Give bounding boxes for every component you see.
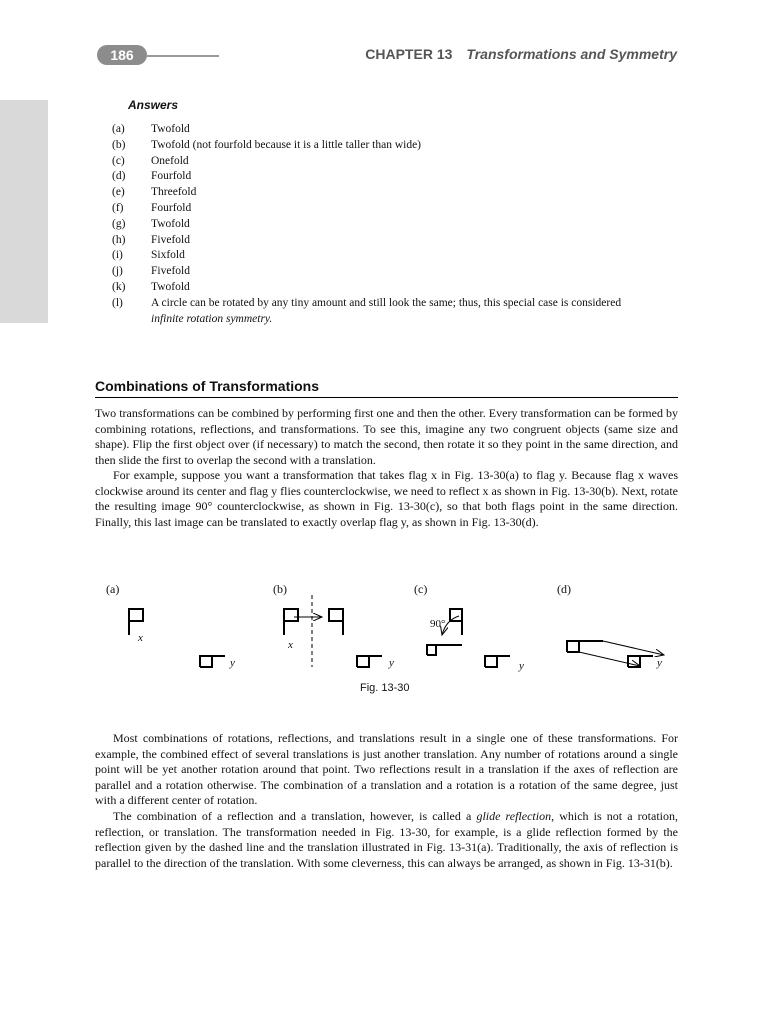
flag-y-c bbox=[485, 656, 510, 667]
figure-drawing bbox=[0, 575, 771, 685]
panel-label-c: (c) bbox=[414, 582, 428, 596]
answers-list bbox=[112, 122, 672, 327]
translation-arrow-top bbox=[603, 641, 664, 655]
figure-caption: Fig. 13-30 bbox=[360, 682, 410, 694]
label-y-b: y bbox=[389, 657, 394, 669]
answer-item: (f) Fourfold bbox=[112, 201, 192, 214]
running-header bbox=[365, 46, 677, 62]
chapter-number: CHAPTER 13 bbox=[365, 46, 453, 62]
panel-label-b: (b) bbox=[273, 582, 287, 596]
header-rule bbox=[146, 55, 219, 57]
margin-tab bbox=[0, 100, 48, 323]
answer-item: (g) Twofold bbox=[112, 217, 190, 230]
answer-item: (l) A circle can be rotated by any tiny amount and still look the same; thus, this special case is considered infinite rotation symmetry. bbox=[112, 296, 622, 325]
paragraph-3: Most combinations of rotations, reflections, and translations result in a single one of these transformations. For example, the combined effect of several translations is just another translation. Any number of rotations around a single point will be yet another rotation around that point. Two reflections result in a translation if the axes of reflection are parallel and a rotation otherwise. The combination of a translation and a rotation is a rotation of the same degree, just with a different center of rotation. bbox=[95, 731, 678, 808]
paragraph-2: For example, suppose you want a transformation that takes flag x in Fig. 13-30(a) to flag y. Because flag x waves clockwise around its center and flag y flies counterclockwise, we need to reflect x as shown in Fig. 13-30(b). Next, rotate the resulting image 90° counterclockwise, as shown in Fig. 13-30(c), so that both flags point in the same direction. Finally, this last image can be translated to exactly overlap flag y, as shown in Fig. 13-30(d). bbox=[95, 468, 678, 529]
answer-item: (j) Fivefold bbox=[112, 265, 190, 278]
section-rule bbox=[95, 397, 678, 398]
flag-rotated-c bbox=[427, 645, 462, 655]
chapter-title: Transformations and Symmetry bbox=[466, 46, 677, 62]
panel-label-a: (a) bbox=[106, 582, 120, 596]
answer-item-continuation: infinite rotation symmetry. bbox=[151, 312, 273, 325]
answer-item: (k) Twofold bbox=[112, 280, 190, 293]
paragraph-4: The combination of a reflection and a translation, however, is called a glide reflection, which is not a rotation, reflection, or translation. The transformation needed in Fig. 13-30, for example, is a glide reflection formed by the reflection given by the dashed line and the translation illustrated in Fig. 13-31(a). Traditionally, the axis of reflection is parallel to the direction of the translation. With some cleverness, this can always be arranged, as shown in Fig. 13-31(b). bbox=[95, 809, 678, 870]
flag-rotated-d bbox=[567, 641, 603, 652]
label-x-a: x bbox=[138, 632, 143, 644]
flag-reflected-b bbox=[329, 609, 343, 635]
panel-label-d: (d) bbox=[557, 582, 571, 596]
answer-item: (h) Fivefold bbox=[112, 233, 190, 246]
label-x-b: x bbox=[288, 639, 293, 651]
page-number-badge: 186 bbox=[97, 45, 147, 65]
flag-y-b bbox=[357, 656, 382, 667]
answer-item: (c) Onefold bbox=[112, 154, 189, 167]
flag-y-a bbox=[200, 656, 225, 667]
section-heading: Combinations of Transformations bbox=[95, 378, 320, 394]
answers-heading: Answers bbox=[128, 98, 179, 112]
label-y-c: y bbox=[519, 660, 524, 672]
glide-reflection-term: glide reflection bbox=[476, 809, 552, 823]
label-y-d: y bbox=[657, 657, 662, 669]
answer-item: (d) Fourfold bbox=[112, 170, 192, 183]
translation-arrow-bottom bbox=[579, 652, 640, 666]
label-y-a: y bbox=[230, 657, 235, 669]
flag-x-b bbox=[284, 609, 298, 635]
flag-y-d bbox=[628, 656, 653, 667]
rotation-angle-label: 90° bbox=[430, 618, 446, 630]
answer-item: (b) Twofold (not fourfold because it is a little taller than wide) bbox=[112, 138, 422, 151]
answer-item: (i) Sixfold bbox=[112, 249, 185, 262]
paragraph-1: Two transformations can be combined by performing first one and then the other. Every transformation can be formed by combining rotations, reflections, and transformations. To see this, imagine any two congruent objects (same size and shape). Flip the first object over (if necessary) to match the second, then rotate it so they point in the same direction, and then slide the first to overlap the second with a translation. bbox=[95, 406, 678, 467]
answer-item: (e) Threefold bbox=[112, 186, 197, 199]
answer-item: (a) Twofold bbox=[112, 123, 190, 135]
flag-reflected-c bbox=[450, 609, 462, 635]
